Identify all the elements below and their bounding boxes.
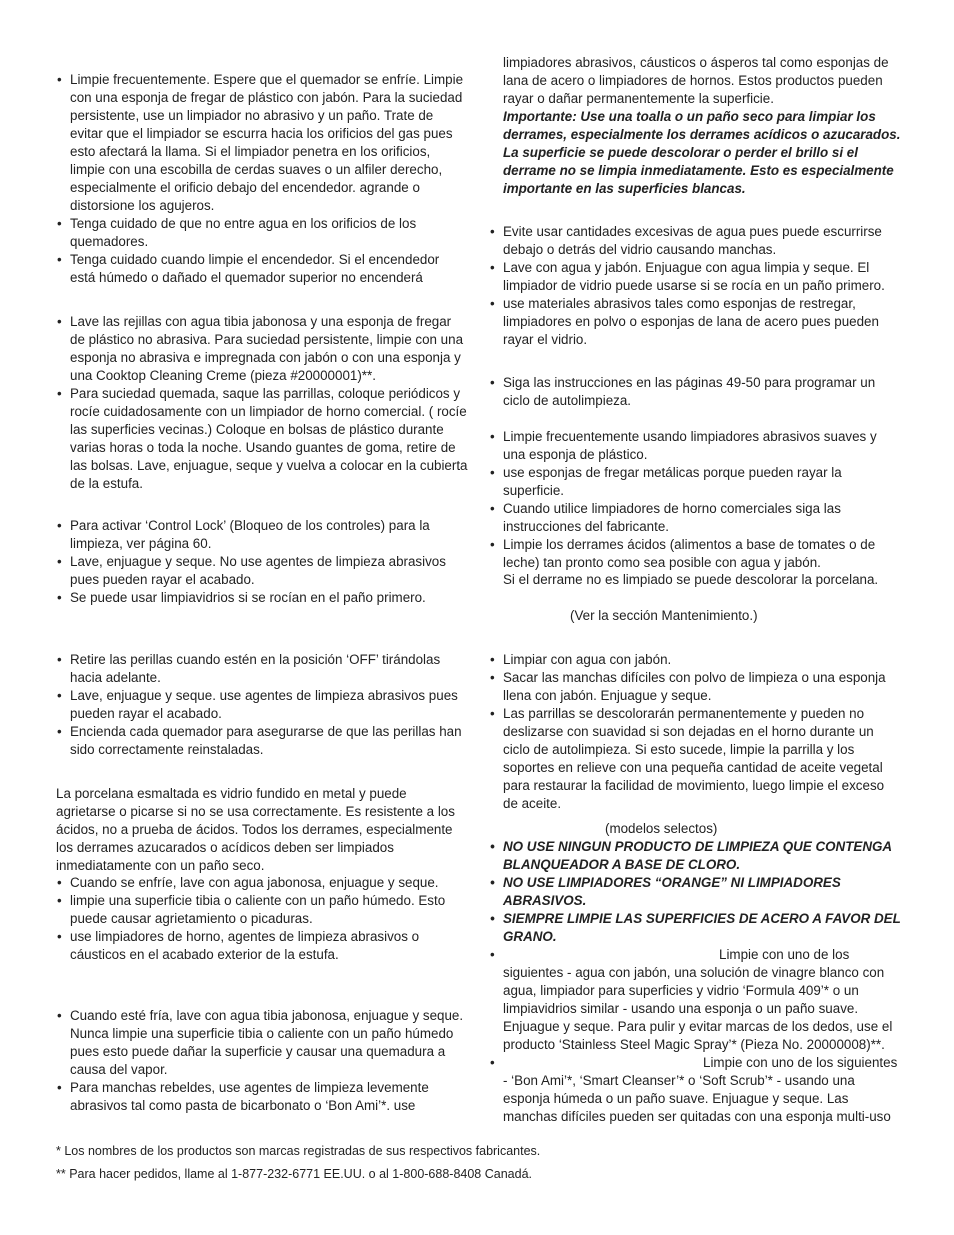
list-item: • Encienda cada quemador para asegurarse de que las perillas han sido correctamente reinstaladas. [56,723,468,759]
list-item: • Para suciedad quemada, saque las parrillas, coloque periódicos y rocíe cuidadosamente con un limpiador de horno comercial. ( rocíe las superficies vecinas.) Coloque en bolsas de plástico durante varias horas o toda la noche. Usando guantes de goma, retire de las bolsas. Lave, enjuague, seque y vuelva a colocar en la cubierta de la estufa. [56,385,468,493]
painted-surface-list [56,1007,468,1115]
burner-cleaning-list [56,71,468,287]
list-item: • Cuando utilice limpiadores de horno comerciales siga las instrucciones del fabricante. [489,500,901,536]
select-models-label: (modelos selectos) [605,821,718,836]
list-item: • Para activar ‘Control Lock’ (Bloqueo de los controles) para la limpieza, ver página 60. [56,517,468,553]
list-item: • NO USE LIMPIADORES “ORANGE” NI LIMPIADORES ABRASIVOS. [489,874,901,910]
list-item: • Lave, enjuague y seque. use agentes de limpieza abrasivos pues pueden rayar el acabado. [56,687,468,723]
list-item: • Cuando se enfríe, lave con agua jabonosa, enjuague y seque. [56,874,468,892]
list-item: • use materiales abrasivos tales como esponjas de restregar, limpiadores en polvo o esponjas de lana de acero pues pueden rayar el vidrio. [489,295,901,349]
list-item: • Siga las instrucciones en las páginas 49-50 para programar un ciclo de autolimpieza. [489,374,901,410]
list-item: • Limpie los derrames ácidos (alimentos a base de tomates o de leche) tan pronto como sea posible con agua y jabón. [489,536,901,572]
list-item: • Limpie frecuentemente usando limpiadores abrasivos suaves y una esponja de plástico. [489,428,901,464]
important-note: Importante: Use una toalla o un paño seco para limpiar los derrames, especialmente los derrames acídicos o azucarados. La superficie se puede descolorar o perder el brillo si el derrame no se limpia inmediatamente. Esto es especialmente importante en las superficies blancas. [503,109,901,196]
footnote-trademarks: * Los nombres de los productos son marcas registradas de sus respectivos fabricantes. [56,1144,541,1158]
glass-cleaning-list [489,223,901,349]
grates-cleaning-list [56,313,468,493]
list-item: • Evite usar cantidades excesivas de agua pues puede escurrirse debajo o detrás del vidrio causando manchas. [489,223,901,259]
list-item: • Sacar las manchas difíciles con polvo de limpieza o una esponja llena con jabón. Enjuague y seque. [489,669,901,705]
list-item: • Limpiar con agua con jabón. [489,651,901,669]
maintenance-reference: (Ver la sección Mantenimiento.) [570,608,758,623]
list-item: • Cuando esté fría, lave con agua tibia jabonosa, enjuague y seque. Nunca limpie una superficie tibia o caliente con un paño húmedo pues esto puede dañar la superficie y causar una quemadura a causa del vapor. [56,1007,468,1079]
list-item: • use esponjas de fregar metálicas porque pueden rayar la superficie. [489,464,901,500]
list-item: • Se puede usar limpiavidrios si se rocían en el paño primero. [56,589,468,607]
self-clean-list [489,374,901,410]
knobs-cleaning-list [56,651,468,759]
porcelain-note: Si el derrame no es limpiado se puede descolorar la porcelana. [503,572,879,587]
list-item: • NO USE NINGUN PRODUCTO DE LIMPIEZA QUE CONTENGA BLANQUEADOR A BASE DE CLORO. [489,838,901,874]
list-item: • Las parrillas se descolorarán permanentemente y pueden no deslizarse con suavidad si son dejadas en el horno durante un ciclo de autolimpieza. Si esto sucede, limpie la parrilla y los soportes en relieve con una pequeña cantidad de aceite vegetal para restaurar la facilidad de movimiento, luego limpie el exceso de aceite. [489,705,901,813]
porcelain-list [56,874,468,964]
oven-racks-list [489,651,901,813]
list-item: • Limpie frecuentemente. Espere que el quemador se enfríe. Limpie con una esponja de fregar de plástico con jabón. Para la suciedad persistente, use un limpiador no abrasivo y un paño. Trate de evitar que el limpiador se escurra hacia los orificios del gas pues esto afectará la llama. Si el limpiador penetra en los orificios, limpie con una escobilla de cerdas suaves o un alfiler derecho, especialmente el orificio debajo del encendedor. agrande o distorsione los agujeros. [56,71,468,215]
list-item [489,946,901,1054]
stainless-warnings-list [489,838,901,946]
list-item: • Para manchas rebeldes, use agentes de limpieza levemente abrasivos tal como pasta de bicarbonato o ‘Bon Ami’*. use [56,1079,468,1115]
footnote-ordering: ** Para hacer pedidos, llame al 1-877-232-6771 EE.UU. o al 1-800-688-8408 Canadá. [56,1167,532,1181]
list-item: • use limpiadores de horno, agentes de limpieza abrasivos o cáusticos en el acabado exterior de la estufa. [56,928,468,964]
stainless-stain-text: Limpie con uno de los siguientes - ‘Bon Ami’*, ‘Smart Cleanser’* o ‘Soft Scrub’* - usando una esponja húmeda o un paño suave. Enjuague y seque. Las manchas difíciles pueden ser quitadas con una esponja multi-uso [503,1055,898,1124]
stainless-daily-text: Limpie con uno de los siguientes - agua con jabón, una solución de vinagre blanco con agua, limpiador para superficies y vidrio ‘Formula 409’* o un limpiavidrios similar - usando una esponja o un paño suave. Enjuague y seque. Para pulir y evitar marcas de los dedos, use el producto ‘Stainless Steel Magic Spray’* (Pieza No. 20000008)**. [503,947,893,1052]
stainless-cleaning-list [489,946,901,1126]
list-item: • Tenga cuidado cuando limpie el encendedor. Si el encendedor está húmedo o dañado el quemador superior no encenderá [56,251,468,287]
list-item: • Tenga cuidado de que no entre agua en los orificios de los quemadores. [56,215,468,251]
list-item: • SIEMPRE LIMPIE LAS SUPERFICIES DE ACERO A FAVOR DEL GRANO. [489,910,901,946]
list-item: • Lave con agua y jabón. Enjuague con agua limpia y seque. El limpiador de vidrio puede usarse si se rocía en un paño primero. [489,259,901,295]
porcelain-paragraph: La porcelana esmaltada es vidrio fundido en metal y puede agrietarse o picarse si no se usa correctamente. Es resistente a los ácidos, no a prueba de ácidos. Todos los derrames, especialmente los derrames azucarados o acídicos deben ser limpiados inmediatamente con un paño seco. [56,786,455,873]
list-item: • Lave las rejillas con agua tibia jabonosa y una esponja de fregar de plástico no abrasiva. Para suciedad persistente, limpie con una esponja no abrasiva e impregnada con jabón o con una esponja y una Cooktop Cleaning Creme (pieza #20000001)**. [56,313,468,385]
list-item: • limpie una superficie tibia o caliente con un paño húmedo. Esto puede causar agrietamiento o picaduras. [56,892,468,928]
list-item: • Retire las perillas cuando estén en la posición ‘OFF’ tirándolas hacia adelante. [56,651,468,687]
oven-interior-list [489,428,901,572]
continued-paragraph: limpiadores abrasivos, cáusticos o ásperos tal como esponjas de lana de acero o limpiadores de hornos. Estos productos pueden rayar o dañar permanentemente la superficie. [503,55,889,106]
control-panel-list [56,517,468,607]
list-item: • Lave, enjuague y seque. No use agentes de limpieza abrasivos pues pueden rayar el acabado. [56,553,468,589]
list-item [489,1054,901,1126]
